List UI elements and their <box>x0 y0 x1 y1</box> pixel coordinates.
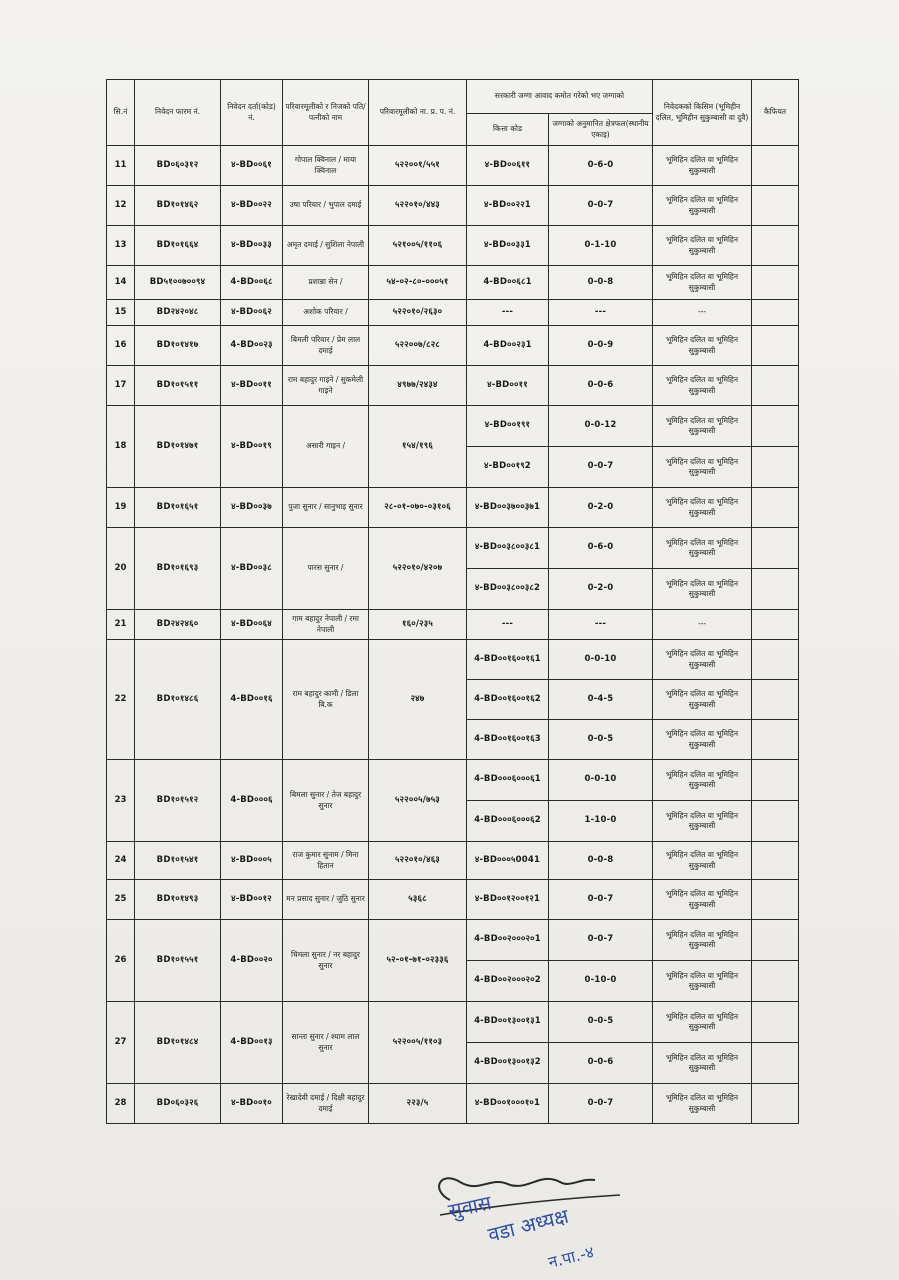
cell-reg-code: ४-BD००११ <box>221 366 283 406</box>
cell-applicant-type: भूमिहिन दलित वा भूमिहिन सुकुम्बासी <box>653 406 752 447</box>
cell-sn: 20 <box>107 528 135 610</box>
table-row <box>107 326 799 366</box>
cell-applicant-type: --- <box>653 610 752 640</box>
cell-applicant-type: भूमिहिन दलित वा भूमिहिन सुकुम्बासी <box>653 680 752 720</box>
cell-reg-code: ४-BD००३८ <box>221 528 283 610</box>
cell-sn: 17 <box>107 366 135 406</box>
cell-plot-code: 4-BD००१६००१६2 <box>467 680 549 720</box>
cell-plot-code: 4-BD००२३1 <box>467 326 549 366</box>
cell-form-no: BD१०१५११ <box>135 366 221 406</box>
cell-sn: 13 <box>107 226 135 266</box>
cell-form-no: BD२४२०४८ <box>135 300 221 326</box>
cell-form-no: BD१०१४८६ <box>135 640 221 760</box>
cell-citizenship: ५२२०१०/४२०७ <box>369 528 467 610</box>
cell-remarks <box>752 961 799 1002</box>
cell-plot-code: ४-BD००३३1 <box>467 226 549 266</box>
cell-family-head: बिमली परियार / प्रेम लाल दमाई <box>283 326 369 366</box>
cell-plot-code: ४-BD००१०००१०1 <box>467 1084 549 1124</box>
table-row <box>107 1002 799 1043</box>
cell-plot-code: ४-BD००३८००३८1 <box>467 528 549 569</box>
cell-form-no: BD१०१५१२ <box>135 760 221 842</box>
cell-area: 0-2-0 <box>549 488 653 528</box>
cell-family-head: पुजा सुनार / सानुभाइ सुनार <box>283 488 369 528</box>
cell-reg-code: 4-BD००२३ <box>221 326 283 366</box>
cell-citizenship: २८-०१-०७०-०३१०६ <box>369 488 467 528</box>
cell-form-no: BD१०१६६४ <box>135 226 221 266</box>
cell-form-no: BD१०१४८४ <box>135 1002 221 1084</box>
stamp-line-3: न.पा.-४ <box>546 1242 596 1272</box>
cell-reg-code: ४-BD०००५ <box>221 842 283 880</box>
cell-area: 0-2-0 <box>549 569 653 610</box>
stamp-line-2: वडा अध्यक्ष <box>485 1203 571 1247</box>
cell-remarks <box>752 447 799 488</box>
cell-citizenship: ५२२०१०/४४३ <box>369 186 467 226</box>
cell-sn: 22 <box>107 640 135 760</box>
cell-sn: 27 <box>107 1002 135 1084</box>
table-row <box>107 610 799 640</box>
cell-reg-code: ४-BD००२२ <box>221 186 283 226</box>
header-family-head: परिवारमूलीको र निजको पति/पत्नीको नाम <box>283 80 369 146</box>
cell-sn: 23 <box>107 760 135 842</box>
cell-family-head: गोपाल क्विनाल / माया क्विनाल <box>283 146 369 186</box>
cell-family-head: पारस सुनार / <box>283 528 369 610</box>
cell-remarks <box>752 640 799 680</box>
cell-sn: 25 <box>107 880 135 920</box>
table-row <box>107 880 799 920</box>
cell-reg-code: ४-BD००१९ <box>221 406 283 488</box>
cell-remarks <box>752 1043 799 1084</box>
cell-reg-code: 4-BD००२० <box>221 920 283 1002</box>
cell-plot-code: ४-BD००१२००१२1 <box>467 880 549 920</box>
table-row <box>107 488 799 528</box>
cell-area: 0-0-10 <box>549 640 653 680</box>
cell-citizenship: १६०/२३५ <box>369 610 467 640</box>
cell-reg-code: ४-BD००६४ <box>221 610 283 640</box>
cell-sn: 24 <box>107 842 135 880</box>
cell-family-head: मन प्रसाद सुनार / जुठि सुनार <box>283 880 369 920</box>
cell-plot-code: 4-BD००१३००१३2 <box>467 1043 549 1084</box>
stamp-line-1: सुवास <box>446 1190 494 1223</box>
cell-citizenship: २४७ <box>369 640 467 760</box>
cell-remarks <box>752 528 799 569</box>
cell-citizenship: ५२२००७/८२८ <box>369 326 467 366</box>
cell-plot-code: 4-BD००६८1 <box>467 266 549 300</box>
cell-reg-code: ४-BD००१० <box>221 1084 283 1124</box>
table-row <box>107 406 799 447</box>
cell-area: 0-0-7 <box>549 447 653 488</box>
cell-plot-code: ४-BD००३७००३७1 <box>467 488 549 528</box>
cell-sn: 26 <box>107 920 135 1002</box>
cell-form-no: BD०६०३१२ <box>135 146 221 186</box>
cell-remarks <box>752 366 799 406</box>
cell-remarks <box>752 406 799 447</box>
cell-applicant-type: भूमिहिन दलित वा भूमिहिन सुकुम्बासी <box>653 920 752 961</box>
table-row <box>107 266 799 300</box>
cell-form-no: BD१०१५४१ <box>135 842 221 880</box>
cell-area: 0-0-12 <box>549 406 653 447</box>
table-row <box>107 640 799 680</box>
table-row <box>107 920 799 961</box>
cell-sn: 21 <box>107 610 135 640</box>
cell-sn: 14 <box>107 266 135 300</box>
cell-family-head: बिमला सुनार / तेज बहादुर सुनार <box>283 760 369 842</box>
cell-area: 0-0-8 <box>549 842 653 880</box>
header-sn: सि.नं <box>107 80 135 146</box>
table-row <box>107 226 799 266</box>
cell-citizenship: ४९७७/२४३४ <box>369 366 467 406</box>
table-row <box>107 186 799 226</box>
cell-family-head: गाम बहादुर नेपाली / रमा नेपाली <box>283 610 369 640</box>
cell-sn: 28 <box>107 1084 135 1124</box>
cell-form-no: BD०६०३२६ <box>135 1084 221 1124</box>
cell-family-head: रेखादेवी दमाई / दिक्षी बहादुर दमाई <box>283 1084 369 1124</box>
cell-plot-code: ४-BD०००५0041 <box>467 842 549 880</box>
cell-area: 0-0-7 <box>549 1084 653 1124</box>
cell-plot-code: 4-BD००१६००१६1 <box>467 640 549 680</box>
cell-citizenship: १५४/१९६ <box>369 406 467 488</box>
cell-applicant-type: भूमिहिन दलित वा भूमिहिन सुकुम्बासी <box>653 720 752 760</box>
cell-remarks <box>752 842 799 880</box>
cell-plot-code: ४-BD००११ <box>467 366 549 406</box>
cell-area: 0-4-5 <box>549 680 653 720</box>
cell-family-head: अमृत दमाई / सुशिला नेपाली <box>283 226 369 266</box>
cell-applicant-type: भूमिहिन दलित वा भूमिहिन सुकुम्बासी <box>653 1002 752 1043</box>
cell-form-no: BD५१००७००९४ <box>135 266 221 300</box>
cell-applicant-type: भूमिहिन दलित वा भूमिहिन सुकुम्बासी <box>653 528 752 569</box>
header-plot-code: कित्ता कोड <box>467 114 549 146</box>
cell-form-no: BD२४२४६० <box>135 610 221 640</box>
cell-applicant-type: भूमिहिन दलित वा भूमिहिन सुकुम्बासी <box>653 842 752 880</box>
cell-reg-code: 4-BD००१३ <box>221 1002 283 1084</box>
cell-remarks <box>752 326 799 366</box>
cell-remarks <box>752 186 799 226</box>
cell-applicant-type: भूमिहिन दलित वा भूमिहिन सुकुम्बासी <box>653 961 752 1002</box>
cell-area: 0-0-9 <box>549 326 653 366</box>
cell-citizenship: ५४-०२-८०-०००५१ <box>369 266 467 300</box>
header-form-no: निवेदन फारम नं. <box>135 80 221 146</box>
cell-family-head: अशोक परियार / <box>283 300 369 326</box>
cell-plot-code: 4-BD०००६०००६1 <box>467 760 549 801</box>
cell-family-head: उषा परियार / भुपाल दमाई <box>283 186 369 226</box>
table-row <box>107 300 799 326</box>
cell-area: 0-0-10 <box>549 760 653 801</box>
cell-family-head: असारी गाइन / <box>283 406 369 488</box>
cell-applicant-type: भूमिहिन दलित वा भूमिहिन सुकुम्बासी <box>653 488 752 528</box>
table-row <box>107 146 799 186</box>
cell-citizenship: ५३६८ <box>369 880 467 920</box>
cell-remarks <box>752 1084 799 1124</box>
cell-citizenship: ५२२०१०/४६३ <box>369 842 467 880</box>
cell-area: 0-0-5 <box>549 1002 653 1043</box>
cell-applicant-type: --- <box>653 300 752 326</box>
cell-applicant-type: भूमिहिन दलित वा भूमिहिन सुकुम्बासी <box>653 760 752 801</box>
cell-family-head: राज कुमार सुनाम / मिना हितान <box>283 842 369 880</box>
cell-family-head: सान्ता सुनार / श्याम लाल सुनार <box>283 1002 369 1084</box>
cell-remarks <box>752 610 799 640</box>
cell-applicant-type: भूमिहिन दलित वा भूमिहिन सुकुम्बासी <box>653 186 752 226</box>
cell-plot-code: ४-BD००२२1 <box>467 186 549 226</box>
cell-plot-code: --- <box>467 610 549 640</box>
cell-area: 0-0-7 <box>549 920 653 961</box>
cell-plot-code: 4-BD०००६०००६2 <box>467 801 549 842</box>
cell-applicant-type: भूमिहिन दलित वा भूमिहिन सुकुम्बासी <box>653 447 752 488</box>
cell-remarks <box>752 488 799 528</box>
cell-area: 0-0-5 <box>549 720 653 760</box>
cell-plot-code: ४-BD००१९2 <box>467 447 549 488</box>
cell-family-head: राम बहादुर गाइने / सुकमेली गाइने <box>283 366 369 406</box>
cell-area: 0-6-0 <box>549 528 653 569</box>
cell-remarks <box>752 920 799 961</box>
cell-citizenship: २२३/५ <box>369 1084 467 1124</box>
cell-form-no: BD१०१६९३ <box>135 528 221 610</box>
cell-sn: 18 <box>107 406 135 488</box>
header-land-group: सरकारी जग्गा आवाद कमोत गरेको भए जग्गाको <box>467 80 653 114</box>
cell-area: 0-0-8 <box>549 266 653 300</box>
cell-remarks <box>752 720 799 760</box>
cell-family-head: राम बहादुर कामी / डिला बि.क <box>283 640 369 760</box>
cell-remarks <box>752 680 799 720</box>
cell-reg-code: ४-BD००३७ <box>221 488 283 528</box>
cell-reg-code: 4-BD००६८ <box>221 266 283 300</box>
cell-remarks <box>752 801 799 842</box>
table-header <box>107 80 799 146</box>
table-row <box>107 1084 799 1124</box>
cell-remarks <box>752 226 799 266</box>
cell-applicant-type: भूमिहिन दलित वा भूमिहिन सुकुम्बासी <box>653 880 752 920</box>
cell-remarks <box>752 300 799 326</box>
land-register-table <box>106 79 799 1124</box>
cell-form-no: BD१०१४६२ <box>135 186 221 226</box>
cell-applicant-type: भूमिहिन दलित वा भूमिहिन सुकुम्बासी <box>653 569 752 610</box>
cell-family-head: प्रशान्ना सेन / <box>283 266 369 300</box>
cell-area: --- <box>549 300 653 326</box>
cell-area: 0-0-7 <box>549 880 653 920</box>
table-row <box>107 842 799 880</box>
cell-remarks <box>752 1002 799 1043</box>
cell-plot-code: 4-BD००१६००१६3 <box>467 720 549 760</box>
header-reg-code: निवेदन दर्ता(कोड) नं. <box>221 80 283 146</box>
cell-form-no: BD१०१५५१ <box>135 920 221 1002</box>
table-body <box>107 146 799 1124</box>
cell-reg-code: ४-BD००१२ <box>221 880 283 920</box>
signature-stamp <box>420 1160 650 1275</box>
cell-reg-code: ४-BD००६२ <box>221 300 283 326</box>
cell-remarks <box>752 880 799 920</box>
cell-form-no: BD१०१४७१ <box>135 406 221 488</box>
cell-remarks <box>752 760 799 801</box>
cell-citizenship: ५२२००५/११०३ <box>369 1002 467 1084</box>
header-citizenship: परिवारमूलीको ना. प्र. प. नं. <box>369 80 467 146</box>
cell-area: 1-10-0 <box>549 801 653 842</box>
cell-form-no: BD१०१४१७ <box>135 326 221 366</box>
cell-reg-code: ४-BD००३३ <box>221 226 283 266</box>
cell-plot-code: ४-BD००६११ <box>467 146 549 186</box>
cell-area: 0-10-0 <box>549 961 653 1002</box>
cell-reg-code: 4-BD००१६ <box>221 640 283 760</box>
table-row <box>107 528 799 569</box>
cell-form-no: BD१०१४९३ <box>135 880 221 920</box>
header-area: जग्गाको अनुमानित क्षेत्रफल(स्थानीय एकाइ) <box>549 114 653 146</box>
cell-area: 0-0-7 <box>549 186 653 226</box>
cell-family-head: चिमला सुनार / नर बहादुर सुनार <box>283 920 369 1002</box>
cell-applicant-type: भूमिहिन दलित वा भूमिहिन सुकुम्बासी <box>653 326 752 366</box>
cell-citizenship: ५२-०१-७१-०२३३६ <box>369 920 467 1002</box>
header-remarks: कैफियत <box>752 80 799 146</box>
table-row <box>107 366 799 406</box>
cell-citizenship: ५२२००५/७५३ <box>369 760 467 842</box>
cell-sn: 11 <box>107 146 135 186</box>
cell-citizenship: ५२२०१०/२६३० <box>369 300 467 326</box>
cell-area: 0-0-6 <box>549 366 653 406</box>
cell-applicant-type: भूमिहिन दलित वा भूमिहिन सुकुम्बासी <box>653 146 752 186</box>
cell-citizenship: ५२१००५/११०६ <box>369 226 467 266</box>
cell-remarks <box>752 266 799 300</box>
cell-plot-code: 4-BD००२०००२०1 <box>467 920 549 961</box>
cell-remarks <box>752 569 799 610</box>
cell-plot-code: ४-BD००१९१ <box>467 406 549 447</box>
cell-applicant-type: भूमिहिन दलित वा भूमिहिन सुकुम्बासी <box>653 366 752 406</box>
cell-sn: 12 <box>107 186 135 226</box>
cell-area: 0-1-10 <box>549 226 653 266</box>
cell-plot-code: --- <box>467 300 549 326</box>
cell-sn: 19 <box>107 488 135 528</box>
cell-form-no: BD१०१६५१ <box>135 488 221 528</box>
cell-applicant-type: भूमिहिन दलित वा भूमिहिन सुकुम्बासी <box>653 266 752 300</box>
cell-sn: 16 <box>107 326 135 366</box>
cell-plot-code: 4-BD००१३००१३1 <box>467 1002 549 1043</box>
header-applicant-type: निवेदकको किसिम (भूमिहीन दलित, भूमिहीन सुकुम्बासी वा दुवै) <box>653 80 752 146</box>
cell-remarks <box>752 146 799 186</box>
cell-applicant-type: भूमिहिन दलित वा भूमिहिन सुकुम्बासी <box>653 226 752 266</box>
cell-citizenship: ५२२००१/५५१ <box>369 146 467 186</box>
cell-applicant-type: भूमिहिन दलित वा भूमिहिन सुकुम्बासी <box>653 801 752 842</box>
cell-applicant-type: भूमिहिन दलित वा भूमिहिन सुकुम्बासी <box>653 1084 752 1124</box>
cell-applicant-type: भूमिहिन दलित वा भूमिहिन सुकुम्बासी <box>653 640 752 680</box>
cell-area: --- <box>549 610 653 640</box>
cell-reg-code: 4-BD०००६ <box>221 760 283 842</box>
cell-sn: 15 <box>107 300 135 326</box>
cell-plot-code: 4-BD००२०००२०2 <box>467 961 549 1002</box>
cell-area: 0-0-6 <box>549 1043 653 1084</box>
table-row <box>107 760 799 801</box>
cell-applicant-type: भूमिहिन दलित वा भूमिहिन सुकुम्बासी <box>653 1043 752 1084</box>
cell-plot-code: ४-BD००३८००३८2 <box>467 569 549 610</box>
cell-area: 0-6-0 <box>549 146 653 186</box>
cell-reg-code: ४-BD००६१ <box>221 146 283 186</box>
